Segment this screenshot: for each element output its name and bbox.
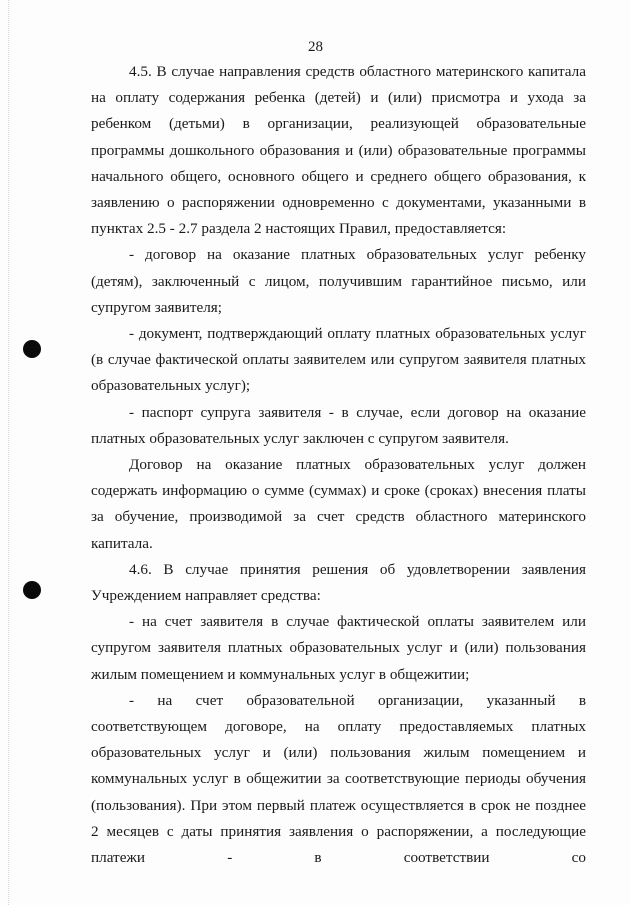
- paragraph-contract-content: Договор на оказание платных образовательных услуг должен содержать информацию о сумме (суммах) и сроке (сроках) внесения платы за обучение, производимой за счет средств областного материнского капитала.: [91, 456, 586, 552]
- punch-hole-mark: [23, 340, 41, 358]
- list-item-applicant-account: - на счет заявителя в случае фактической оплаты заявителем или супругом заявителя платных образовательных услуг и (или) пользования жилым помещением и коммунальных услуг в общежитии;: [91, 613, 586, 683]
- page-number: 28: [308, 39, 323, 55]
- list-item-organization-account: - на счет образовательной организации, указанный в соответствующем договоре, на оплату предоставляемых платных образовательных услуг и (или) пользования жилым помещением и коммунальных услуг в общежитии за соответствующие периоды обучения (пользования). При этом первый платеж осуществляется в срок не позднее 2 месяцев с даты принятия заявления о распоряжении, а последующие платежи - в соответствии со: [91, 691, 586, 867]
- list-item-payment-document: - документ, подтверждающий оплату платных образовательных услуг (в случае фактической оплаты заявителем или супругом заявителя платных образовательных услуг);: [91, 325, 586, 395]
- paragraph-4-6: 4.6. В случае принятия решения об удовлетворении заявления Учреждением направляет средства:: [91, 560, 586, 605]
- paragraph-4-5: 4.5. В случае направления средств областного материнского капитала на оплату содержания ребенка (детей) и (или) присмотра и ухода за ребенком (детьми) в организации, реализующей образовательные программы дошкольного образования и (или) образовательные программы начального общего, основного общего и среднего общего образования, к заявлению о распоряжении одновременно с документами, указанными в пунктах 2.5 - 2.7 раздела 2 настоящих Правил, предоставляется:: [91, 63, 586, 238]
- scan-margin-line: [8, 0, 9, 905]
- list-item-spouse-passport: - паспорт супруга заявителя - в случае, если договор на оказание платных образовательных услуг заключен с супругом заявителя.: [91, 403, 586, 447]
- punch-hole-mark: [23, 581, 41, 599]
- list-item-contract: - договор на оказание платных образовательных услуг ребенку (детям), заключенный с лицом, получившим гарантийное письмо, или супругом заявителя;: [91, 246, 586, 316]
- document-body: [91, 59, 586, 871]
